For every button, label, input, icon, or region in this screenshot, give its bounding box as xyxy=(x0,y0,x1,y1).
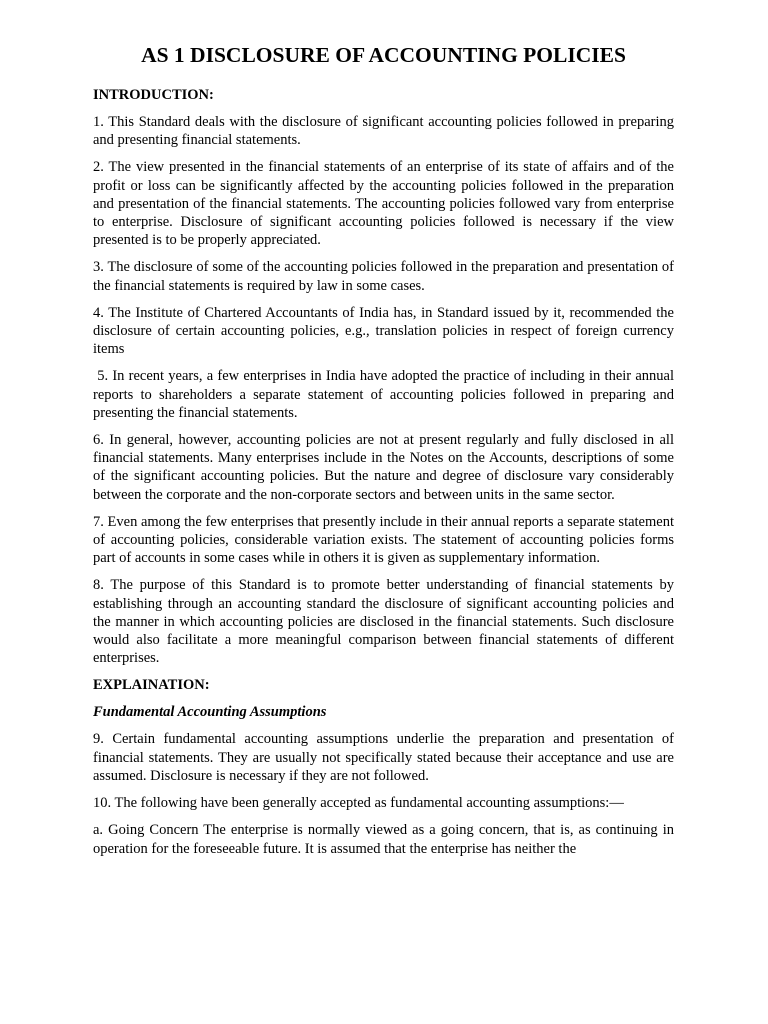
paragraph-5: 5. In recent years, a few enterprises in India have adopted the practice of including in their annual reports to shareholders a separate statement of accounting policies followed in preparing and presenting the financial statements. xyxy=(93,368,674,421)
paragraph-9: 9. Certain fundamental accounting assumptions underlie the preparation and presentation of financial statements. They are usually not specifically stated because their acceptance and use are assumed. Disclosure is necessary if they are not followed. xyxy=(93,731,674,784)
paragraph-2: 2. The view presented in the financial statements of an enterprise of its state of affairs and of the profit or loss can be significantly affected by the accounting policies followed in the preparation and presentation of the financial statements. The accounting policies followed vary from enterprise to enterprise. Disclosure of significant accounting policies followed is necessary if the view presented is to be properly appreciated. xyxy=(93,159,674,249)
document-page xyxy=(93,40,674,866)
paragraph-7: 7. Even among the few enterprises that presently include in their annual reports a separate statement of accounting policies, considerable variation exists. The statement of accounting policies forms part of accounts in some cases while in others it is given as supplementary information. xyxy=(93,513,674,567)
page-title: AS 1 DISCLOSURE OF ACCOUNTING POLICIES xyxy=(141,43,626,67)
paragraph-3: 3. The disclosure of some of the accounting policies followed in the preparation and presentation of the financial statements is required by law in some cases. xyxy=(93,259,674,294)
fundamental-assumptions-subheading: Fundamental Accounting Assumptions xyxy=(93,704,327,721)
paragraph-1: 1. This Standard deals with the disclosure of significant accounting policies followed in preparing and presenting financial statements. xyxy=(93,114,674,149)
introduction-heading: INTRODUCTION: xyxy=(93,87,214,103)
explanation-heading: EXPLAINATION: xyxy=(93,677,210,694)
paragraph-10: 10. The following have been generally accepted as fundamental accounting assumptions:— xyxy=(93,795,624,812)
paragraph-8: 8. The purpose of this Standard is to promote better understanding of financial statements by establishing through an accounting standard the disclosure of significant accounting policies and the manner in which accounting policies are disclosed in the financial statements. Such disclosure would also facilitate a more meaningful comparison between financial statements of different enterprises. xyxy=(93,577,674,667)
paragraph-going-concern: a. Going Concern The enterprise is normally viewed as a going concern, that is, as continuing in operation for the foreseeable future. It is assumed that the enterprise has neither the xyxy=(93,822,674,857)
paragraph-6: 6. In general, however, accounting policies are not at present regularly and fully disclosed in all financial statements. Many enterprises include in the Notes on the Accounts, descriptions of some of the significant accounting policies. But the nature and degree of disclosure vary considerably between the corporate and the non-corporate sectors and between units in the same sector. xyxy=(93,432,674,503)
paragraph-4: 4. The Institute of Chartered Accountants of India has, in Standard issued by it, recommended the disclosure of certain accounting policies, e.g., translation policies in respect of foreign currency items xyxy=(93,304,674,358)
